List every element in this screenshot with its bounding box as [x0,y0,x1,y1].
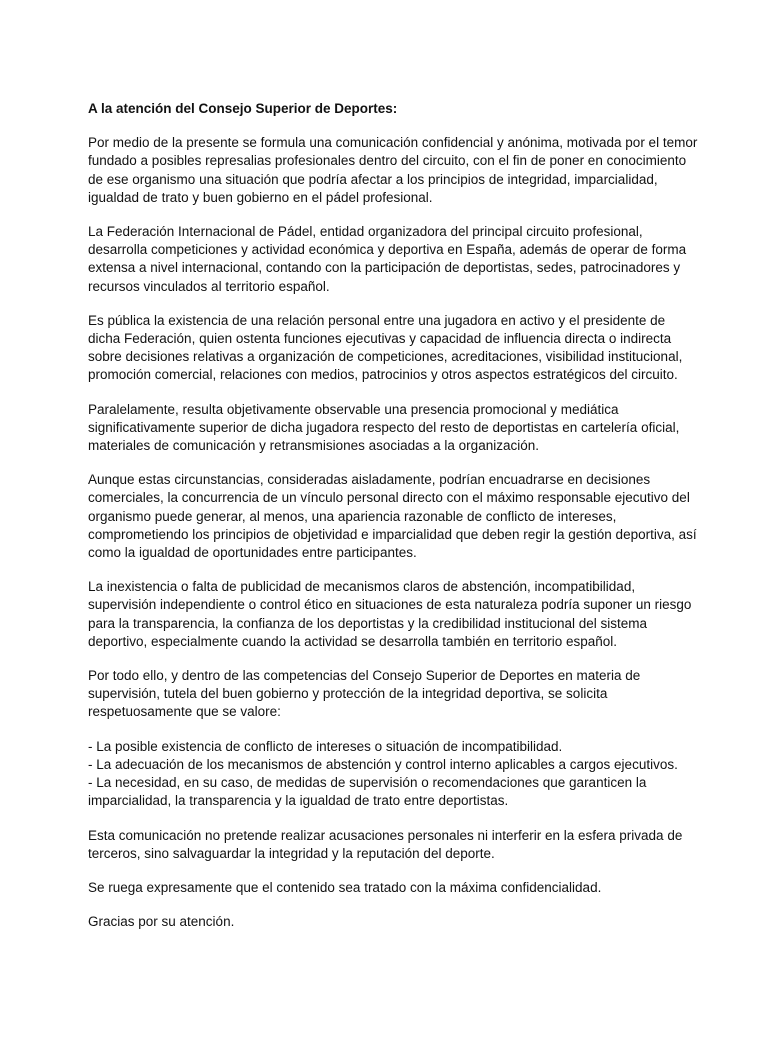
text-line: promoción comercial, relaciones con medios, patrocinios y otros aspectos estratégicos del circuito. [88,367,678,383]
list-item-3 [88,774,698,810]
paragraph-3 [88,312,698,385]
text-line: desarrolla competiciones y actividad económica y deportiva en España, además de operar de forma [88,242,687,258]
text-line: - La necesidad, en su caso, de medidas de supervisión o recomendaciones que garanticen la [88,775,647,791]
letter-heading: A la atención del Consejo Superior de Deportes: [88,101,398,116]
paragraph-7 [88,667,698,722]
text-line: deportivo, especialmente cuando la actividad se desarrolla también en territorio español. [88,633,618,649]
text-line: - La posible existencia de conflicto de intereses o situación de incompatibilidad. [88,738,563,754]
text-line: recursos vinculados al territorio español. [88,278,330,294]
paragraph-4 [88,401,698,456]
text-line: para la transparencia, la confianza de los deportistas y la credibilidad institucional del sistema [88,615,648,631]
text-line: imparcialidad, la transparencia y la igualdad de trato entre deportistas. [88,793,509,809]
text-line: organismo puede generar, al menos, una apariencia razonable de conflicto de intereses, [88,508,617,524]
text-line: Aunque estas circunstancias, consideradas aisladamente, podrían encuadrarse en decisiones [88,472,651,488]
text-line: Paralelamente, resulta objetivamente observable una presencia promocional y mediática [88,401,619,417]
text-line: comprometiendo los principios de objetividad e imparcialidad que deben regir la gestión deportiva, así [88,526,697,542]
paragraphs-before-list [88,134,698,721]
text-line: materiales de comunicación y retransmisiones asociadas a la organización. [88,438,539,454]
text-line: igualdad de trato y buen gobierno en el pádel profesional. [88,189,433,205]
closing-paragraph-1 [88,827,698,863]
letter-body [88,100,698,947]
text-line: supervisión independiente o control ético en situaciones de esta naturaleza podría suponer un riesgo [88,597,692,613]
text-line: La Federación Internacional de Pádel, entidad organizadora del principal circuito profesional, [88,224,643,240]
text-line: como la igualdad de oportunidades entre participantes. [88,545,417,561]
text-line: Esta comunicación no pretende realizar acusaciones personales ni interferir en la esfera privada de [88,827,683,843]
text-line: - La adecuación de los mecanismos de abstención y control interno aplicables a cargos ejecutivos. [88,756,678,772]
text-line: Es pública la existencia de una relación personal entre una jugadora en activo y el presidente de [88,312,666,328]
text-line: fundado a posibles represalias profesionales dentro del circuito, con el fin de poner en conocimiento [88,153,687,169]
paragraphs-after-list [88,827,698,932]
text-line: sobre decisiones relativas a organización de competiciones, acreditaciones, visibilidad institucional, [88,349,683,365]
text-line: comerciales, la concurrencia de un vínculo personal directo con el máximo responsable ejecutivo del [88,490,690,506]
request-list [88,738,698,811]
text-line: Por todo ello, y dentro de las competencias del Consejo Superior de Deportes en materia de [88,668,641,684]
text-line: La inexistencia o falta de publicidad de mecanismos claros de abstención, incompatibilidad, [88,579,636,595]
text-line: de ese organismo una situación que podría afectar a los principios de integridad, imparcialidad, [88,171,658,187]
text-line: Se ruega expresamente que el contenido sea tratado con la máxima confidencialidad. [88,879,602,895]
text-line: extensa a nivel internacional, contando con la participación de deportistas, sedes, patrocinadores y [88,260,681,276]
text-line: respetuosamente que se valore: [88,704,281,720]
text-line: dicha Federación, quien ostenta funciones ejecutivas y capacidad de influencia directa o indirecta [88,331,672,347]
paragraph-6 [88,578,698,651]
text-line: Gracias por su atención. [88,914,235,930]
closing-paragraph-3 [88,913,698,931]
list-item-2 [88,756,698,774]
text-line: Por medio de la presente se formula una comunicación confidencial y anónima, motivada por el temor [88,135,698,151]
closing-paragraph-2 [88,879,698,897]
list-item-1 [88,738,698,756]
text-line: terceros, sino salvaguardar la integridad y la reputación del deporte. [88,845,495,861]
paragraph-2 [88,223,698,296]
paragraph-1 [88,134,698,207]
paragraph-5 [88,471,698,562]
text-line: supervisión, tutela del buen gobierno y protección de la integridad deportiva, se solicita [88,686,608,702]
text-line: significativamente superior de dicha jugadora respecto del resto de deportistas en cartelería oficial, [88,419,680,435]
